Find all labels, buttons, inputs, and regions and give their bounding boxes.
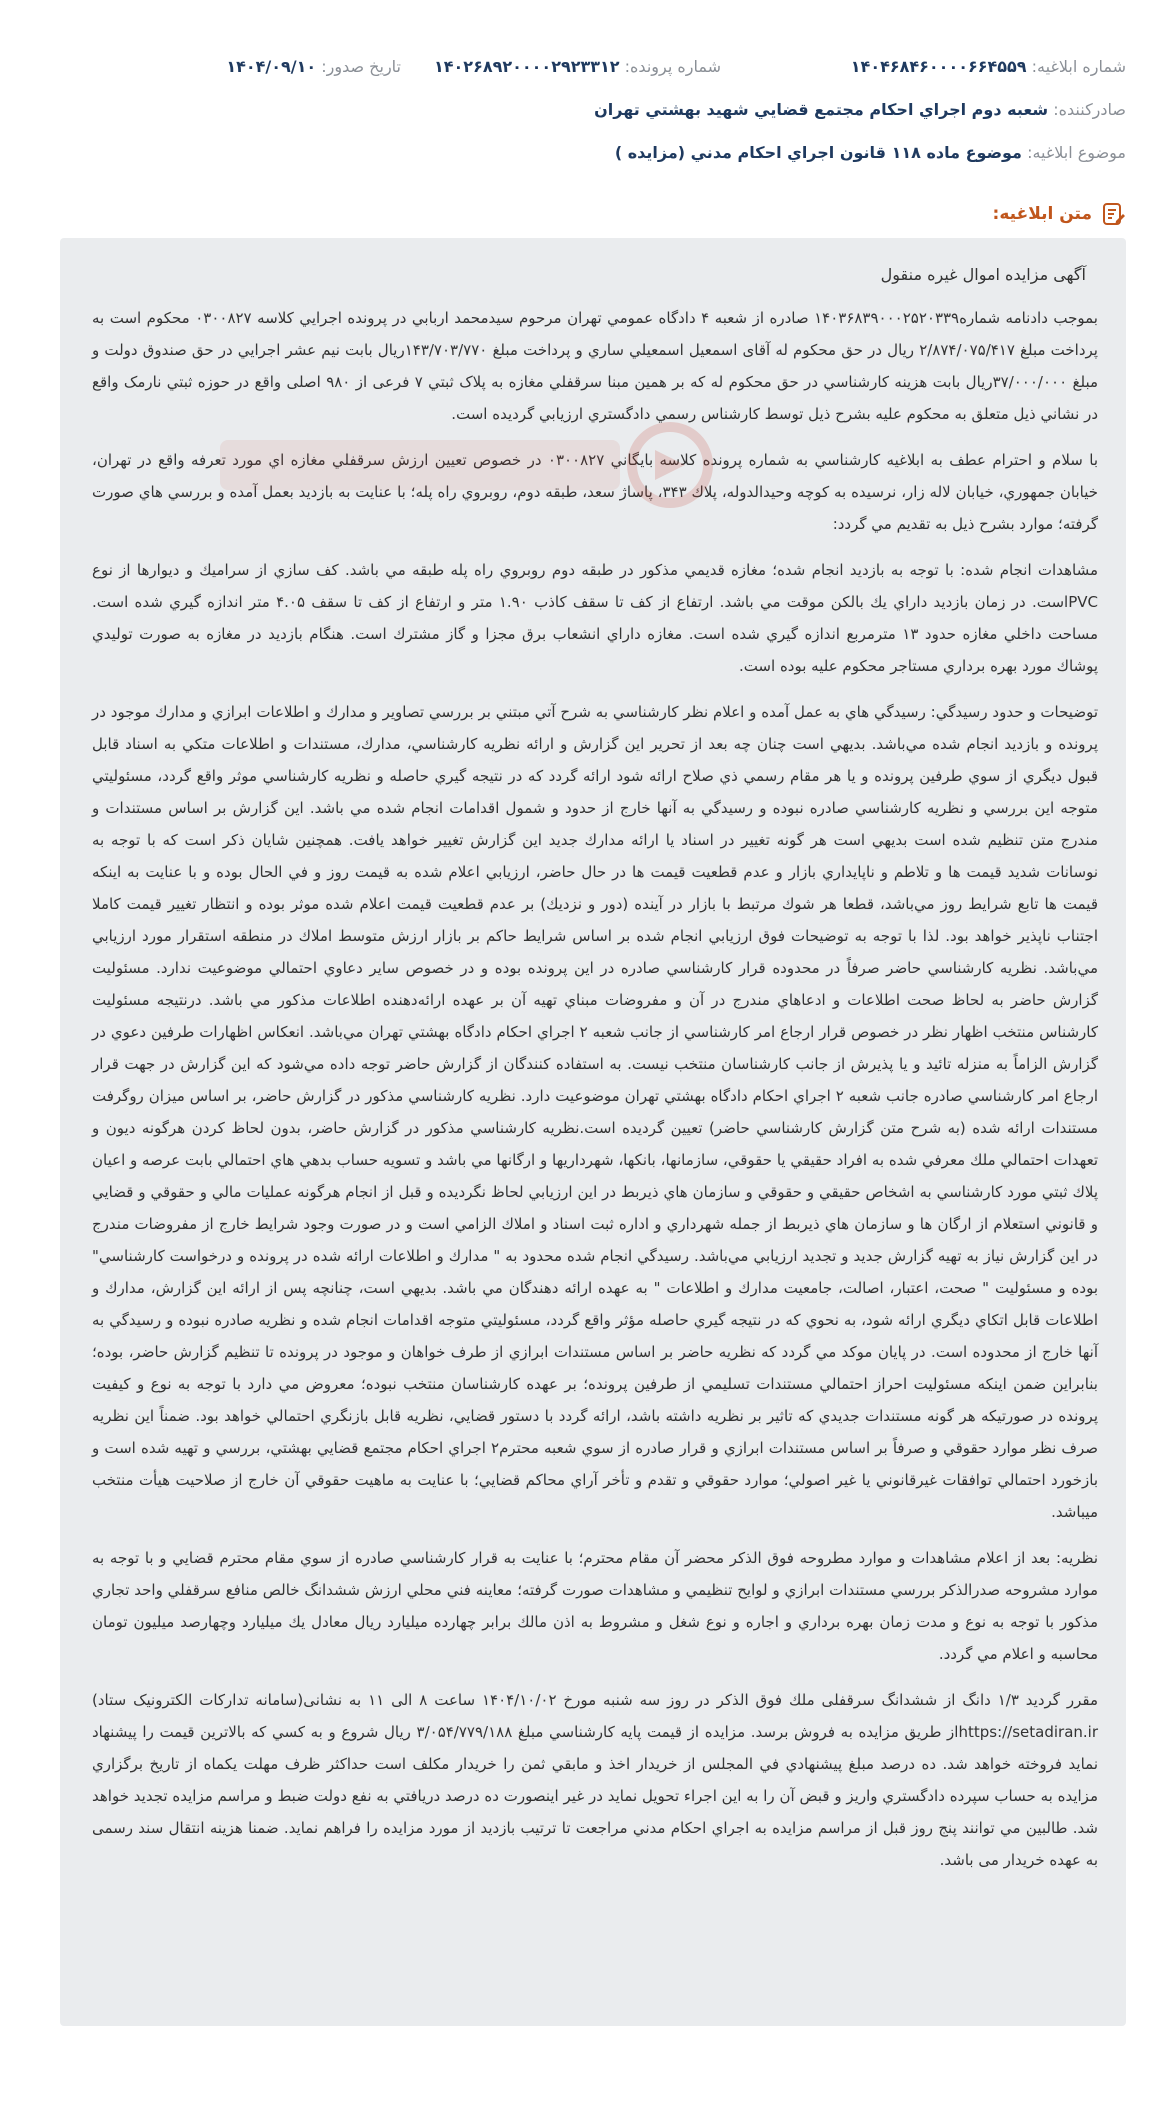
notice-paragraph: بموجب دادنامه شماره۱۴۰۳۶۸۳۹۰۰۰۲۵۲۰۳۳۹ صادره از شعبه ۴ دادگاه عمومي تهران مرحوم سيدمحمد اربابي در پرونده اجرايي كلاسه ۰۳۰۰۸۲۷ محكوم است به پرداخت مبلغ ۲/۸۷۴/۰۷۵/۴۱۷ ريال در حق محكوم له آقای اسمعيل اسمعيلي ساري و پرداخت مبلغ ۱۴۳/۷۰۳/۷۷۰ريال بابت نيم عشر اجرایي در حق صندوق دولت و مبلغ ۳۷/۰۰۰/۰۰۰ريال بابت هزينه كارشناسي در حق محكوم له كه بر همين مبنا سرقفلي مغازه به پلاک ثبتي ۷ فرعی از ۹۸۰ اصلی واقع در حوزه ثبتي نارمک واقع در نشاني ذيل متعلق به محكوم عليه بشرح ذيل توسط كارشناس رسمي دادگستري ارزيابي گرديده است.	[92, 309, 1099, 423]
notice-paragraph: نظريه: بعد از اعلام مشاهدات و موارد مطروحه فوق الذكر محضر آن مقام محترم؛ با عنايت به قرار كارشناسي صادره از سوي مقام محترم قضايي و با توجه به موارد مشروحه صدرالذكر بررسي مستندات ابرازي و لوايح تنظيمي و مشاهدات صورت گرفته؛ معاينه فني محلي ارزش ششدانگ خالص منافع سرقفلي واحد تجاري مذكور با توجه به نوع و مدت زمان بهره برداري و اجاره و نوع شغل و مشروط به اذن مالك برابر چهارده ميليارد ريال معادل يك ميليارد وچهارصد ميليون تومان محاسبه و اعلام مي گردد.	[92, 1549, 1098, 1663]
issue-date	[226, 57, 401, 76]
document-edit-icon	[1102, 201, 1126, 227]
case-number-value: ۱۴۰۲۶۸۹۲۰۰۰۰۲۹۲۳۳۱۲	[434, 57, 620, 76]
issuer-label: صادرکننده:	[1053, 100, 1126, 119]
notice-heading: آگهی مزایده اموال غیره منقول	[880, 265, 1086, 284]
issuer-value: شعبه دوم اجراي احكام مجتمع قضايي شهيد بهشتي تهران	[594, 100, 1049, 119]
notice-paragraph: با سلام و احترام عطف به ابلاغيه كارشناسي به شماره پرونده كلاسه بايگاني ۰۳۰۰۸۲۷ در خصوص تعيين ارزش سرقفلي مغازه اي مورد تعرفه واقع در تهران، خيابان جمهوري، خيابان لاله زار، نرسيده به كوچه وحيدالدوله، پلاك ۳۴۳، پاساژ سعد، طبقه دوم، روبروي راه پله؛ با عنايت به بازديد بعمل آمده و بررسي هاي صورت گرفته؛ موارد بشرح ذيل به تقديم مي گردد:	[92, 451, 1098, 533]
subject-value: موضوع ماده ۱۱۸ قانون اجراي احكام مدني (مزايده )	[614, 143, 1022, 162]
case-number-label: شماره پرونده:	[624, 57, 721, 76]
notice-text-heading	[993, 200, 1126, 228]
notice-paragraph: مقرر گرديد ۱/۳ دانگ از ششدانگ سرقفلی ملك فوق الذكر در روز سه شنبه مورخ ۱۴۰۴/۱۰/۰۲ ساعت ۸ الی ۱۱ به نشانی(سامانه تدارکات الکترونیک ستاد) https://setadiran.irاز طريق مزايده به فروش برسد. مزايده از قيمت پايه كارشناسي مبلغ ۳/۰۵۴/۷۷۹/۱۸۸ ريال شروع و به كسي كه بالاترين قيمت را پيشنهاد نمايد فروخته خواهد شد. ده درصد مبلغ پيشنهادي في المجلس از خريدار اخذ و مابقي ثمن را خريدار مكلف است حداكثر ظرف مهلت يكماه از تاريخ برگزاري مزايده به حساب سپرده دادگستري واريز و قبض آن را به اين اجراء تحويل نمايد در غير اينصورت ده درصد دريافتي به نفع دولت ضبط و مراسم مزايده تجديد خواهد شد. طالبين مي توانند پنج روز قبل از مراسم مزايده به اجراي احكام مدني مراجعت تا ترتيب بازديد از مورد مزايده را فراهم نمايد. ضمنا هزينه انتقال سند رسمی به عهده خریدار می باشد.	[92, 1691, 1099, 1869]
issue-date-label: تاريخ صدور:	[321, 57, 401, 76]
subject-label: موضوع ابلاغيه:	[1027, 143, 1126, 162]
notice-number	[851, 57, 1126, 76]
subject-row	[48, 143, 1126, 167]
issue-date-value: ۱۴۰۴/۰۹/۱۰	[226, 57, 317, 76]
notice-paragraph: مشاهدات انجام شده: با توجه به بازديد انجام شده؛ مغازه قديمي مذكور در طبقه دوم روبروي راه پله طبقه مي باشد. كف سازي از سراميك و ديوارها از نوع PVCاست. در زمان بازديد داراي يك بالكن موقت مي باشد. ارتفاع از كف تا سقف كاذب ۱.۹۰ متر و ارتفاع از كف تا سقف ۴.۰۵ متر اندازه گيري شده است. مساحت داخلي مغازه حدود ۱۳ مترمربع اندازه گيري شده است. مغازه داراي انشعاب برق مجزا و گاز مشترك است. هنگام بازديد در مغازه به صورت توليدي پوشاك مورد بهره برداري مستاجر محكوم عليه بوده است.	[92, 561, 1099, 675]
notice-number-value: ۱۴۰۴۶۸۴۶۰۰۰۰۶۶۴۵۵۹	[850, 57, 1027, 76]
case-number	[434, 57, 721, 76]
notice-text-title: متن ابلاغيه:	[992, 204, 1092, 224]
notice-body	[60, 238, 1126, 2026]
issuer-row	[48, 100, 1126, 124]
notice-paragraph: توضيحات و حدود رسيدگي: رسيدگي هاي به عمل آمده و اعلام نظر كارشناسي به شرح آتي مبتني بر بررسي تصاوير و مدارك و اطلاعات ابرازي و مدارك موجود در پرونده و بازديد انجام شده مي‌باشد. بديهي است چنان چه بعد از تحرير اين گزارش و ارائه نظريه كارشناسي، مدارك، مستندات و اطلاعات متكي به اسناد قابل قبول ديگري از سوي طرفين پرونده و يا هر مقام رسمي ذي صلاح ارائه شود ارائه گردد كه در نتيجه گيري حاصله و نظريه كارشناسي موثر واقع گردد، مسئوليتي متوجه اين بررسي و نظريه كارشناسي صادره نبوده و رسيدگي به آنها خارج از حدود و شمول اقدامات انجام شده مي باشد. اين گزارش بر اساس مستندات و مندرج متن تنظيم شده است بديهي است هر گونه تغيير در اسناد يا ارائه مدارك جديد اين گزارش تغيير خواهد يافت. همچنين شايان ذكر است كه با توجه به نوسانات شديد قيمت ها و تلاطم و ناپايداري بازار و عدم قطعيت قيمت ها در حال حاضر، ارزيابي اعلام شده به قيمت روز و في الحال بوده و با عنايت به اينكه قيمت ها تابع شرايط روز مي‌باشد، قطعا هر شوك مرتبط با بازار در آينده (دور و نزديك) بر عدم قطعيت قيمت اعلام شده موثر بوده و انتظار تغيير قيمت كاملا اجتناب ناپذير خواهد بود. لذا با توجه به توضيحات فوق ارزيابي انجام شده بر اساس شرايط حاكم بر بازار ارزش متوسط املاك در منطقه استقرار مورد ارزيابي مي‌باشد. نظريه كارشناسي حاضر صرفاً در محدوده قرار كارشناسي صادره در اين پرونده بوده و در خصوص ساير دعاوي احتمالي موضوعيت ندارد. مسئوليت گزارش حاضر به لحاظ صحت اطلاعات و ادعاهاي مندرج در آن و مفروضات مبناي تهيه آن بر عهده ارائه‌دهنده اطلاعات مذكور مي باشد. درنتيجه مسئوليت كارشناس منتخب اظهار نظر در خصوص قرار ارجاع امر كارشناسي از جانب شعبه ۲ اجراي احكام دادگاه بهشتي تهران مي‌باشد. انعكاس اظهارات طرفين دعوي در گزارش الزاماً به منزله تائيد و يا پذيرش از جانب كارشناسان منتخب نيست. به استفاده كنندگان از گزارش حاضر توجه داده مي‌شود كه اين گزارش در جهت قرار ارجاع امر كارشناسي صادره جانب شعبه ۲ اجراي احكام دادگاه بهشتي تهران موضوعيت دارد. نظريه كارشناسي مذكور در گزارش حاضر، بر اساس ميزان روگرفت مستندات ارائه شده (به شرح متن گزارش كارشناسي حاضر) تعيين گرديده است.نظريه كارشناسي مذكور در گزارش حاضر، بدون لحاظ كردن هرگونه ديون و تعهدات احتمالي ملك معرفي شده به افراد حقيقي يا حقوقي، سازمانها، بانكها، شهرداريها و ارگانها مي باشد و تسويه حساب بدهي هاي احتمالي بابت عرصه و اعيان پلاك ثبتي مورد كارشناسي به اشخاص حقيقي و حقوقي و سازمان هاي ذيربط در اين ارزيابي لحاظ نگرديده و قبل از انجام هرگونه عمليات مالي و حقوقي و قضايي و قانوني استعلام از ارگان ها و سازمان هاي ذيربط از جمله شهرداري و اداره ثبت اسناد و املاك الزامي است و در صورت وجود شرايط خارج از مفروضات مندرج در اين گزارش نياز به تهيه گزارش جديد و تجديد ارزيابي مي‌باشد. رسيدگي انجام شده محدود به " مدارك و اطلاعات ارائه شده در پرونده و درخواست كارشناسي" بوده و مسئوليت " صحت، اعتبار، اصالت، جامعيت مدارك و اطلاعات " به عهده ارائه دهندگان مي باشد. بديهي است، چنانچه پس از ارائه اين گزارش، مدارك و اطلاعات قابل اتكاي ديگري ارائه شود، به نحوي كه در نتيجه گيري حاصله مؤثر واقع گردد، مسئوليتي متوجه اقدامات انجام شده و نظريه صادره نبوده و رسيدگي به آنها خارج از محدوده است. در پايان موكد مي گردد كه نظريه حاضر بر اساس مستندات ابرازي از طرف خواهان و موجود در پرونده تا تنظيم گزارش حاضر، بوده؛ بنابراين ضمن اينكه مسئوليت احراز احتمالي مستندات تسليمي از طرفين پرونده؛ بر عهده كارشناسان منتخب نبوده؛ معروض مي دارد با توجه به نوع و كيفيت پرونده در صورتيكه هر گونه مستندات جديدي كه تاثير بر نظريه داشته باشد، ارائه گردد با دستور قضايي، نظريه قابل بازنگري احتمالي خواهد بود. ضمناً اين نظريه صرف نظر موارد حقوقي و صرفاً بر اساس مستندات ابرازي و قرار صادره از سوي شعبه محترم۲ اجراي احكام مجتمع قضايي بهشتي، بررسي و تهيه شده است و بازخورد احتمالي توافقات غيرقانوني يا غير اصولي؛ موارد حقوقي و تقدم و تأخر آراي محاكم قضايي؛ با عنايت به ماهيت حقوقي آن خارج از صلاحيت هيأت منتخب ميباشد.	[92, 703, 1099, 1521]
notice-number-label: شماره ابلاغيه:	[1031, 57, 1126, 76]
notice-meta-row	[48, 57, 1126, 81]
